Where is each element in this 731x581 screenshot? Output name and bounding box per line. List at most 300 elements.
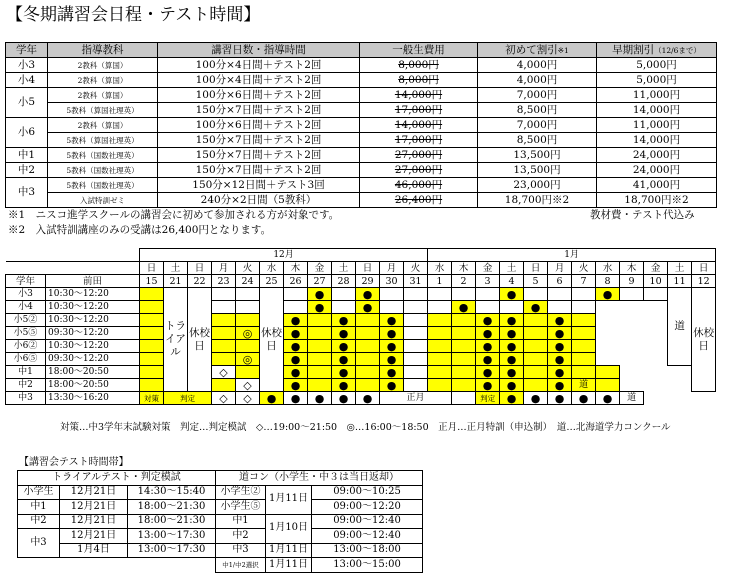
times-date: 12月21日 (60, 529, 128, 544)
blank-cell (212, 288, 236, 301)
fee-early-discount: 24,000円 (597, 163, 717, 178)
blank-cell (548, 288, 572, 301)
fee-header-row (6, 43, 717, 58)
fee-subject: 入試特訓ゼミ (48, 193, 158, 208)
schedule-row (6, 327, 716, 340)
holiday-label: 休校日 (692, 288, 716, 392)
class-dot: ● (356, 301, 380, 314)
class-dot: ● (500, 314, 524, 327)
class-dot: ● (500, 392, 524, 405)
times-right-date: 1月10日 (266, 514, 312, 543)
blank-cell (308, 379, 332, 392)
schedule-time: 18:00～20:50 (46, 366, 140, 379)
fee-time: 100分×4日間＋テスト2回 (158, 73, 360, 88)
class-evening-mark: ◎ (236, 327, 260, 340)
fee-time: 100分×6日間＋テスト2回 (158, 88, 360, 103)
class-dot: ● (332, 366, 356, 379)
class-dot: ● (548, 392, 572, 405)
class-night-mark: ◇ (212, 366, 236, 379)
blank-cell (212, 327, 236, 340)
blank-cell (236, 366, 260, 379)
weekday-cell: 月 (380, 262, 404, 275)
weekday-cell: 土 (500, 262, 524, 275)
weekday-cell: 火 (236, 262, 260, 275)
date-cell: 15 (140, 275, 164, 288)
fee-subject: 2教科（算国） (48, 58, 158, 73)
cal-header-grade: 学年 (6, 275, 46, 288)
schedule-row (6, 353, 716, 366)
fee-first-discount: 4,000円 (478, 58, 597, 73)
blank-cell (140, 340, 164, 353)
blank-cell (356, 327, 380, 340)
fee-subject: 5教科（国数社理英） (48, 148, 158, 163)
fee-grade: 小3 (6, 58, 48, 73)
fee-time: 150分×7日間＋テスト2回 (158, 163, 360, 178)
times-right-time: 09:00～10:25 (312, 485, 423, 500)
blank-cell (572, 314, 596, 327)
blank-cell (140, 301, 164, 314)
times-right-time: 09:00～12:40 (312, 514, 423, 529)
times-right-time: 13:00～15:00 (312, 558, 423, 573)
weekday-cell: 水 (260, 262, 284, 275)
times-blank (18, 558, 216, 573)
fee-general: 26,400円 (360, 193, 478, 208)
times-right-date: 1月11日 (266, 485, 312, 514)
blank-cell (620, 288, 644, 301)
class-dot: ● (332, 340, 356, 353)
times-time: 18:00～21:30 (128, 500, 216, 515)
weekday-cell: 水 (596, 262, 620, 275)
blank-cell (596, 366, 620, 379)
times-time: 14:30～15:40 (128, 485, 216, 500)
blank-cell (308, 353, 332, 366)
class-dot: ● (380, 327, 404, 340)
blank-cell (644, 288, 668, 301)
times-right-date: 1月11日 (266, 558, 312, 573)
class-dot: ● (500, 288, 524, 301)
class-dot: ● (284, 353, 308, 366)
times-caption: 【講習会テスト時間帯】 (19, 457, 129, 468)
times-time: 13:00～17:30 (128, 543, 216, 558)
date-cell: 4 (500, 275, 524, 288)
fee-subject: 2教科（算国） (48, 118, 158, 133)
blank-cell (356, 366, 380, 379)
class-dot: ● (476, 366, 500, 379)
fee-subject: 2教科（算国） (48, 73, 158, 88)
blank-cell (572, 301, 596, 314)
fee-grade: 小5 (6, 88, 48, 118)
fee-row (6, 163, 717, 178)
fee-time: 100分×6日間＋テスト2回 (158, 118, 360, 133)
class-dot: ● (308, 392, 332, 405)
blank-cell (308, 340, 332, 353)
times-right-grade: 小学生⑤ (216, 500, 266, 515)
date-cell: 7 (572, 275, 596, 288)
blank-cell (572, 340, 596, 353)
blank-cell (404, 314, 428, 327)
trial-label: トライアル (164, 288, 188, 392)
schedule-row (6, 314, 716, 327)
date-cell: 11 (668, 275, 692, 288)
blank-cell (380, 301, 404, 314)
fee-first-discount: 23,000円 (478, 178, 597, 193)
times-right-grade: 中1 (216, 514, 266, 529)
class-dot: ● (284, 340, 308, 353)
fee-general: 17,000円 (360, 133, 478, 148)
times-right-head: 道コン（小学生・中３は当日返却） (216, 471, 423, 486)
blank-cell (428, 301, 452, 314)
times-header-row (18, 471, 423, 486)
fee-table (5, 42, 717, 208)
class-dot: ● (476, 353, 500, 366)
blank-cell (236, 340, 260, 353)
taisaku-label: 対策 (140, 392, 164, 405)
class-dot: ● (380, 340, 404, 353)
schedule-row (6, 301, 716, 314)
times-right-time: 09:00～12:40 (312, 529, 423, 544)
class-dot: ● (548, 327, 572, 340)
fee-row (6, 58, 717, 73)
times-time: 13:00～17:30 (128, 529, 216, 544)
blank-cell (476, 288, 500, 301)
weekday-cell: 日 (140, 262, 164, 275)
fee-early-discount: 5,000円 (597, 58, 717, 73)
schedule-time: 10:30～12:20 (46, 340, 140, 353)
blank-cell (404, 379, 428, 392)
schedule-calendar (5, 248, 716, 405)
weekday-cell: 月 (212, 262, 236, 275)
times-row (18, 543, 423, 558)
weekday-cell: 火 (572, 262, 596, 275)
fee-early-discount: 41,000円 (597, 178, 717, 193)
class-dot: ● (332, 327, 356, 340)
note-2: ※2 入試特訓講座のみの受講は26,400円となります。 (8, 224, 272, 236)
date-cell: 31 (404, 275, 428, 288)
date-cell: 28 (332, 275, 356, 288)
schedule-row (6, 340, 716, 353)
date-cell: 22 (188, 275, 212, 288)
date-cell: 8 (596, 275, 620, 288)
fee-header-early: 早期割引（12/6まで） (597, 43, 717, 58)
fee-early-discount: 24,000円 (597, 148, 717, 163)
fee-first-discount: 7,000円 (478, 118, 597, 133)
blank-cell (140, 379, 164, 392)
calendar-legend: 対策…中3学年末試験対策 判定…判定模試 ◇…19:00～21:50 ◎…16:00～18:50 正月…正月特訓（申込制） 道…北海道学力コンクール (60, 422, 671, 433)
blank-cell (236, 314, 260, 327)
blank-cell (212, 314, 236, 327)
blank-cell (524, 288, 548, 301)
class-dot: ● (548, 340, 572, 353)
class-dot: ● (332, 314, 356, 327)
class-dot: ● (284, 392, 308, 405)
blank-cell (572, 366, 596, 379)
fee-row (6, 178, 717, 193)
note-1: ※1 ニスコ進学スクールの講習会に初めて参加される方が対象です。 (8, 209, 340, 221)
date-cell: 3 (476, 275, 500, 288)
blank-cell (428, 340, 452, 353)
class-dot: ● (500, 366, 524, 379)
fee-subject: 5教科（算国社理英） (48, 133, 158, 148)
date-cell: 26 (284, 275, 308, 288)
blank-cell (452, 314, 476, 327)
fee-row (6, 133, 717, 148)
class-dot: ● (356, 392, 380, 405)
schedule-grade: 小5⑤ (6, 327, 46, 340)
weekday-cell: 日 (188, 262, 212, 275)
class-night-mark: ◇ (236, 379, 260, 392)
times-left-head: トライアルテスト・判定模試 (18, 471, 216, 486)
times-grade: 中1 (18, 500, 60, 515)
fee-header-grade: 学年 (6, 43, 48, 58)
fee-row (6, 88, 717, 103)
blank-cell (284, 301, 308, 314)
class-dot: ● (284, 379, 308, 392)
times-right-grade: 小学生② (216, 485, 266, 500)
class-dot: ● (308, 301, 332, 314)
blank-cell (452, 327, 476, 340)
date-cell: 6 (548, 275, 572, 288)
blank-cell (452, 392, 476, 405)
blank-cell (308, 366, 332, 379)
weekday-cell: 土 (668, 262, 692, 275)
blank-cell (236, 288, 260, 301)
date-cell: 24 (236, 275, 260, 288)
fee-header-time: 講習日数・指導時間 (158, 43, 360, 58)
michi-label: 道 (668, 288, 692, 366)
class-dot: ● (284, 327, 308, 340)
class-dot: ● (380, 314, 404, 327)
blank-cell (452, 366, 476, 379)
class-dot: ● (452, 301, 476, 314)
class-dot: ● (308, 288, 332, 301)
schedule-time: 18:00～20:50 (46, 379, 140, 392)
blank-cell (500, 301, 524, 314)
schedule-grade: 小6② (6, 340, 46, 353)
date-row (6, 275, 716, 288)
fee-row (6, 148, 717, 163)
fee-general: 17,000円 (360, 103, 478, 118)
schedule-time: 09:30～12:20 (46, 327, 140, 340)
times-right-grade: 中1/中2選択 (216, 558, 266, 573)
class-dot: ● (572, 392, 596, 405)
fee-header-subject: 指導教科 (48, 43, 158, 58)
times-right-grade: 中2 (216, 529, 266, 544)
blank-cell (548, 301, 572, 314)
weekday-cell: 日 (524, 262, 548, 275)
blank-cell (356, 340, 380, 353)
fee-time: 100分×4日間＋テスト2回 (158, 58, 360, 73)
class-dot: ● (500, 340, 524, 353)
month-january: 1月 (428, 249, 716, 262)
blank-cell (524, 366, 548, 379)
blank-cell (404, 301, 428, 314)
blank-cell (572, 353, 596, 366)
date-cell: 23 (212, 275, 236, 288)
fee-subject: 5教科（国数社理英） (48, 178, 158, 193)
fee-row (6, 193, 717, 208)
times-date: 12月21日 (60, 514, 128, 529)
date-cell: 25 (260, 275, 284, 288)
fee-general: 14,000円 (360, 118, 478, 133)
fee-first-discount: 8,500円 (478, 103, 597, 118)
holiday-label: 休校日 (260, 288, 284, 392)
blank-cell (212, 340, 236, 353)
times-right-date: 1月11日 (266, 543, 312, 558)
schedule-grade: 中2 (6, 379, 46, 392)
fee-subject: 2教科（算国） (48, 88, 158, 103)
date-cell: 5 (524, 275, 548, 288)
date-cell: 21 (164, 275, 188, 288)
times-right-time: 09:00～12:20 (312, 500, 423, 515)
schedule-row (6, 366, 716, 379)
fee-first-discount: 18,700円※2 (478, 193, 597, 208)
month-blank (6, 249, 140, 262)
blank-cell (428, 379, 452, 392)
fee-first-discount: 13,500円 (478, 163, 597, 178)
fee-general: 14,000円 (360, 88, 478, 103)
fee-grade: 中3 (6, 178, 48, 208)
blank-cell (572, 288, 596, 301)
times-right-time: 13:00～18:00 (312, 543, 423, 558)
class-dot: ● (332, 379, 356, 392)
fee-time: 150分×7日間＋テスト2回 (158, 103, 360, 118)
fee-early-discount: 14,000円 (597, 133, 717, 148)
blank-cell (428, 353, 452, 366)
weekday-cell: 木 (452, 262, 476, 275)
fee-row (6, 118, 717, 133)
date-cell: 9 (620, 275, 644, 288)
hantei-label: 判定 (164, 392, 212, 405)
schedule-time: 09:30～12:20 (46, 353, 140, 366)
blank-cell (356, 379, 380, 392)
blank-cell (524, 353, 548, 366)
class-dot: ● (596, 392, 620, 405)
fee-early-discount: 18,700円※2 (597, 193, 717, 208)
fee-time: 240分×2日間（5教科） (158, 193, 360, 208)
weekday-cell: 日 (356, 262, 380, 275)
class-evening-mark: ◎ (236, 353, 260, 366)
class-dot: ● (380, 353, 404, 366)
blank-cell (380, 288, 404, 301)
note-1-right: 教材費・テスト代込み (590, 209, 695, 221)
blank-cell (308, 314, 332, 327)
month-row (6, 249, 716, 262)
blank-cell (572, 327, 596, 340)
blank-cell (524, 327, 548, 340)
fee-grade: 小4 (6, 73, 48, 88)
schedule-time: 10:30～12:20 (46, 301, 140, 314)
weekday-blank (6, 262, 140, 275)
date-cell: 12 (692, 275, 716, 288)
blank-cell (332, 288, 356, 301)
class-dot: ● (284, 314, 308, 327)
schedule-grade: 中3 (6, 392, 46, 405)
class-dot: ● (260, 392, 284, 405)
blank-cell (428, 327, 452, 340)
fee-subject: 5教科（算国社理英） (48, 103, 158, 118)
weekday-cell: 金 (308, 262, 332, 275)
blank-cell (404, 288, 428, 301)
schedule-row (6, 392, 716, 405)
class-dot: ● (284, 366, 308, 379)
fee-time: 150分×7日間＋テスト2回 (158, 133, 360, 148)
schedule-time: 13:30～16:20 (46, 392, 140, 405)
schedule-grade: 小4 (6, 301, 46, 314)
times-right-grade: 中3 (216, 543, 266, 558)
fee-early-discount: 14,000円 (597, 103, 717, 118)
class-dot: ● (500, 327, 524, 340)
class-dot: ● (596, 288, 620, 301)
weekday-cell: 木 (284, 262, 308, 275)
weekday-row (6, 262, 716, 275)
fee-early-discount: 11,000円 (597, 88, 717, 103)
blank-cell (212, 379, 236, 392)
weekday-cell: 土 (332, 262, 356, 275)
class-dot: ● (356, 288, 380, 301)
fee-row (6, 73, 717, 88)
fee-first-discount: 8,500円 (478, 133, 597, 148)
blank-cell (212, 353, 236, 366)
class-dot: ● (524, 392, 548, 405)
weekday-cell: 火 (404, 262, 428, 275)
blank-cell (140, 353, 164, 366)
class-dot: ● (476, 379, 500, 392)
cal-header-before: 前田 (46, 275, 140, 288)
shogatsu-label: 正月 (380, 392, 452, 405)
class-dot: ● (548, 379, 572, 392)
weekday-cell: 金 (644, 262, 668, 275)
times-time: 18:00～21:30 (128, 514, 216, 529)
schedule-grade: 小5② (6, 314, 46, 327)
class-dot: ● (476, 340, 500, 353)
schedule-time: 10:30～12:20 (46, 288, 140, 301)
michi-label: 道 (620, 392, 644, 405)
blank-cell (404, 327, 428, 340)
class-dot: ● (500, 379, 524, 392)
blank-cell (356, 353, 380, 366)
fee-subject: 5教科（国数社理英） (48, 163, 158, 178)
class-dot: ● (380, 379, 404, 392)
blank-cell (596, 379, 620, 392)
blank-cell (140, 288, 164, 301)
fee-first-discount: 13,500円 (478, 148, 597, 163)
schedule-row (6, 288, 716, 301)
fee-header-general: 一般生費用 (360, 43, 478, 58)
weekday-cell: 木 (620, 262, 644, 275)
fee-grade: 中1 (6, 148, 48, 163)
blank-cell (332, 301, 356, 314)
weekday-cell: 月 (548, 262, 572, 275)
times-grade: 中2 (18, 514, 60, 529)
fee-header-first: 初めて割引※1 (478, 43, 597, 58)
blank-cell (236, 301, 260, 314)
schedule-row (6, 379, 716, 392)
blank-cell (284, 288, 308, 301)
times-date: 1月4日 (60, 543, 128, 558)
schedule-grade: 中1 (6, 366, 46, 379)
fee-general: 27,000円 (360, 148, 478, 163)
date-cell: 1 (428, 275, 452, 288)
blank-cell (452, 340, 476, 353)
class-dot: ● (476, 314, 500, 327)
weekday-cell: 水 (428, 262, 452, 275)
blank-cell (428, 366, 452, 379)
fee-grade: 中2 (6, 163, 48, 178)
blank-cell (404, 366, 428, 379)
schedule-time: 10:30～12:20 (46, 314, 140, 327)
blank-cell (452, 353, 476, 366)
fee-early-discount: 11,000円 (597, 118, 717, 133)
